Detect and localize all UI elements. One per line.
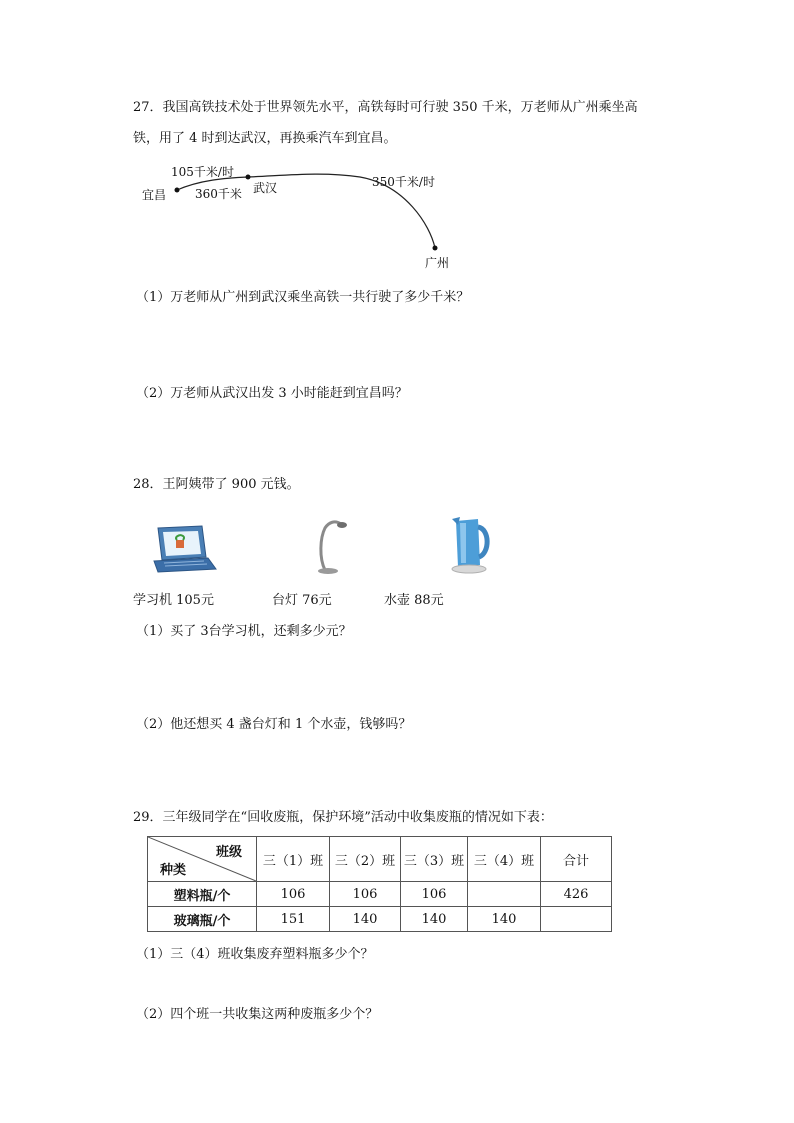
q28-sub2: （2）他还想买 4 盏台灯和 1 个水壶，钱够吗？ <box>136 717 412 732</box>
yichang-label: 宜昌 <box>142 188 167 202</box>
car-speed-label: 105千米/时 <box>171 165 234 179</box>
table-row <box>148 907 612 932</box>
header-class2: 三（2）班 <box>330 837 401 882</box>
header-class4: 三（4）班 <box>468 837 541 882</box>
table-cell: 140 <box>401 907 468 932</box>
table-cell: 151 <box>257 907 330 932</box>
q29-sub1: （1）三（4）班收集废弃塑料瓶多少个？ <box>136 947 374 962</box>
row-label-glass: 玻璃瓶/个 <box>148 907 257 932</box>
table-cell: 426 <box>541 882 612 907</box>
q27-line1: 27．我国高铁技术处于世界领先水平，高铁每时可行驶 350 千米，万老师从广州乘坐高 <box>133 100 638 115</box>
table-row <box>148 882 612 907</box>
q27-sub1: （1）万老师从广州到武汉乘坐高铁一共行驶了多少千米？ <box>136 290 470 305</box>
bottle-table <box>147 836 612 932</box>
kettle-icon <box>448 515 494 575</box>
corner-bottom-label: 种类 <box>160 863 187 878</box>
q27-sub2: （2）万老师从武汉出发 3 小时能赶到宜昌吗？ <box>136 386 408 401</box>
table-header-row <box>148 837 612 882</box>
table-cell: 140 <box>330 907 401 932</box>
table-cell: 140 <box>468 907 541 932</box>
guangzhou-label: 广州 <box>425 256 450 270</box>
header-class1: 三（1）班 <box>257 837 330 882</box>
corner-cell <box>148 837 257 882</box>
q29-sub2: （2）四个班一共收集这两种废瓶多少个？ <box>136 1007 379 1022</box>
header-total: 合计 <box>541 837 612 882</box>
table-cell: 106 <box>330 882 401 907</box>
table-cell <box>541 907 612 932</box>
table-cell: 106 <box>257 882 330 907</box>
yichang-dot <box>175 188 180 193</box>
table-cell <box>468 882 541 907</box>
item-laptop-label: 学习机 105元 <box>133 593 214 608</box>
row-label-plastic: 塑料瓶/个 <box>148 882 257 907</box>
item-kettle-label: 水壶 88元 <box>384 593 444 608</box>
item-lamp-label: 台灯 76元 <box>272 593 332 608</box>
corner-top-label: 班级 <box>215 845 242 860</box>
wuhan-label: 武汉 <box>253 181 278 195</box>
q27-line2: 铁，用了 4 时到达武汉，再换乘汽车到宜昌。 <box>133 131 397 146</box>
car-distance-label: 360千米 <box>195 187 242 201</box>
table-cell: 106 <box>401 882 468 907</box>
wuhan-dot <box>246 175 251 180</box>
rail-speed-label: 350千米/时 <box>372 175 435 189</box>
guangzhou-dot <box>433 246 438 251</box>
q28-sub1: （1）买了 3台学习机，还剩多少元？ <box>136 624 352 639</box>
q29-title: 29．三年级同学在“回收废瓶，保护环境”活动中收集废瓶的情况如下表： <box>133 810 553 825</box>
laptop-icon <box>152 525 218 575</box>
desk-lamp-icon <box>317 518 347 576</box>
q28-title: 28．王阿姨带了 900 元钱。 <box>133 477 300 492</box>
header-class3: 三（3）班 <box>401 837 468 882</box>
